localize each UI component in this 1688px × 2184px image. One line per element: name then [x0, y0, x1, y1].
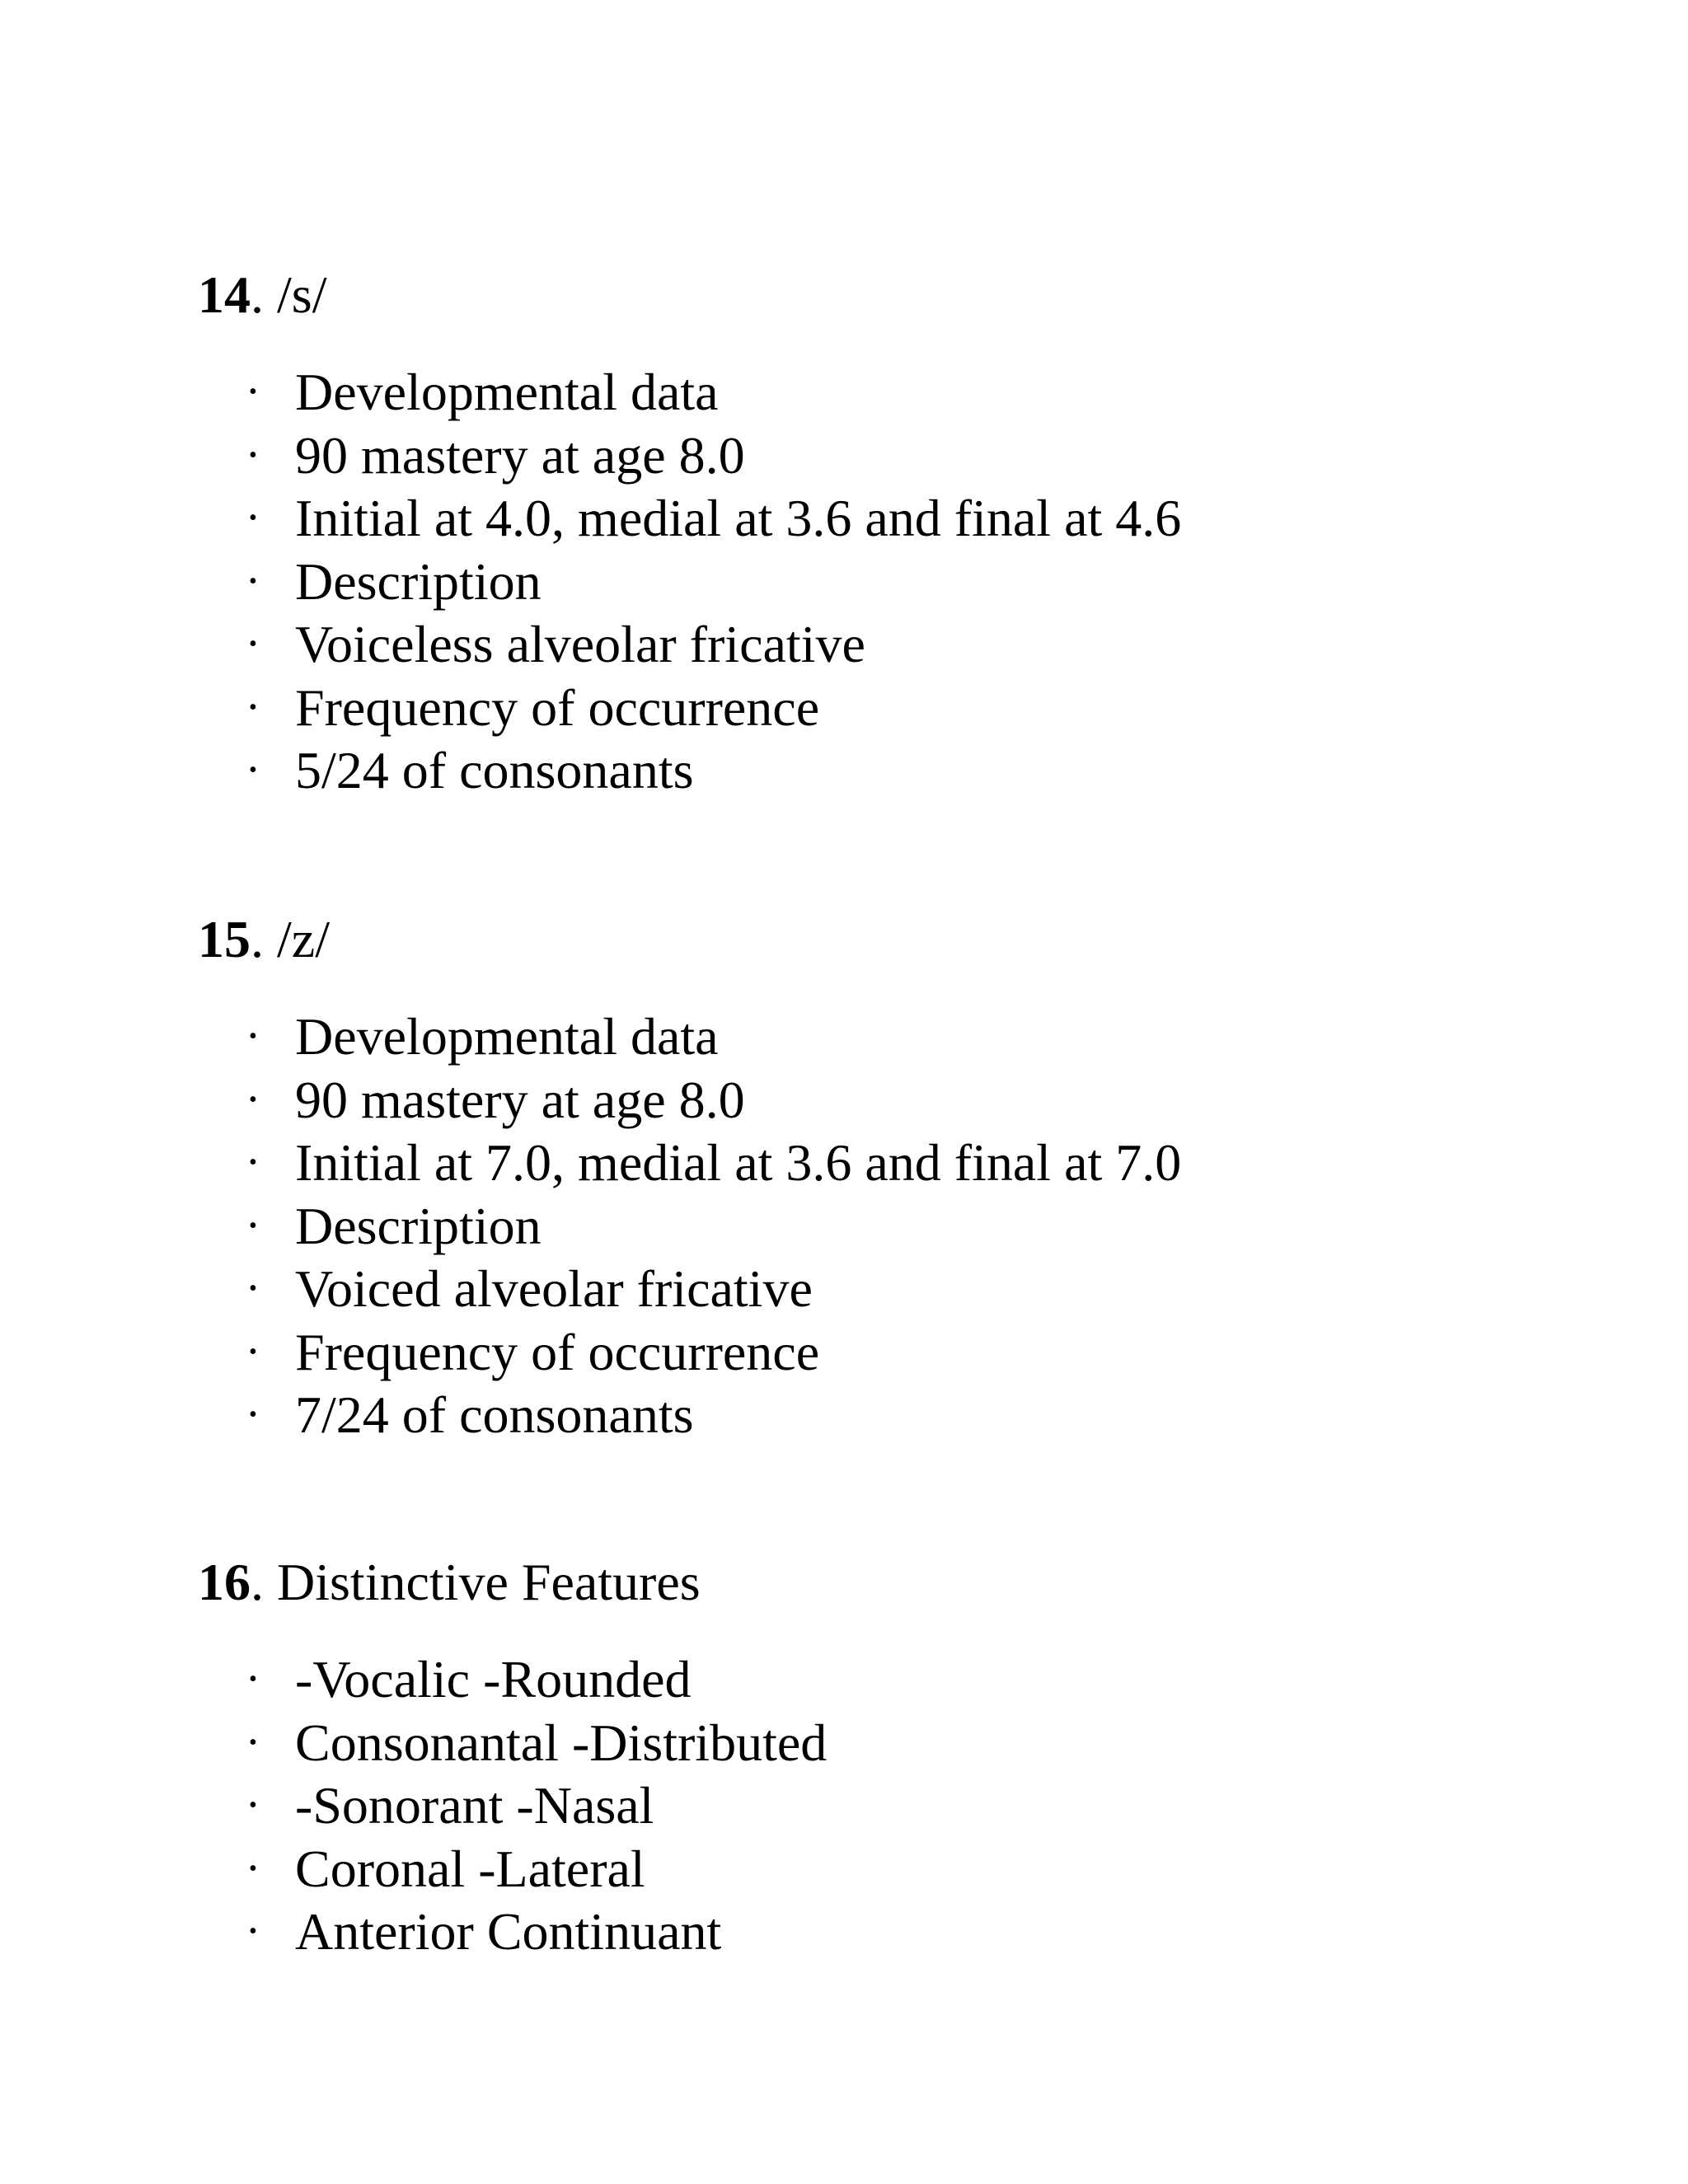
- bullet-icon: •: [249, 694, 257, 720]
- bullet-icon: •: [249, 1338, 257, 1365]
- list-item: [198, 424, 1599, 488]
- list-item: [198, 1321, 1599, 1385]
- list-item-text: Initial at 7.0, medial at 3.6 and final at 7.0: [295, 1133, 1182, 1192]
- bullet-icon: •: [249, 1793, 257, 1818]
- list-item-text: Voiceless alveolar fricative: [295, 615, 865, 673]
- section-number: 14: [198, 265, 251, 324]
- list-item-text: 5/24 of consonants: [295, 741, 694, 799]
- section-distinctive-features: [198, 1549, 1599, 1964]
- list-item: [198, 1900, 1599, 1964]
- bullet-list: [198, 1648, 1599, 1964]
- list-item: [198, 1069, 1599, 1132]
- list-item: [198, 1005, 1599, 1069]
- list-item: [198, 1712, 1599, 1775]
- bullet-icon: •: [249, 505, 257, 531]
- list-item-text: Frequency of occurrence: [295, 1322, 820, 1381]
- list-item: [198, 739, 1599, 803]
- section-heading: [198, 262, 1599, 328]
- list-item: [198, 677, 1599, 740]
- bullet-list: [198, 361, 1599, 803]
- section-z: [198, 907, 1599, 1447]
- list-item: [198, 1258, 1599, 1321]
- bullet-icon: •: [249, 1402, 257, 1427]
- list-item-text: -Sonorant -Nasal: [295, 1776, 654, 1835]
- bullet-icon: •: [249, 757, 257, 783]
- list-item-text: Frequency of occurrence: [295, 677, 820, 737]
- bullet-icon: •: [249, 1024, 257, 1049]
- list-item-text: Initial at 4.0, medial at 3.6 and final at 4.6: [295, 489, 1182, 547]
- bullet-icon: •: [249, 1276, 257, 1301]
- bullet-icon: •: [249, 379, 257, 405]
- list-item-text: Anterior Continuant: [295, 1902, 722, 1961]
- list-item: [198, 1132, 1599, 1195]
- list-item: [198, 1195, 1599, 1258]
- section-number: 16: [198, 1553, 251, 1611]
- bullet-icon: •: [249, 1919, 257, 1944]
- section-title: . /z/: [251, 910, 330, 968]
- list-item: [198, 487, 1599, 551]
- list-item-text: -Vocalic -Rounded: [295, 1650, 692, 1708]
- list-item-text: Description: [295, 551, 542, 611]
- bullet-icon: •: [249, 1729, 257, 1755]
- list-item: [198, 1774, 1599, 1838]
- list-item: [198, 551, 1599, 614]
- section-heading: [198, 1549, 1599, 1615]
- list-item: [198, 1384, 1599, 1447]
- list-item-text: Description: [295, 1196, 542, 1255]
- section-heading: [198, 907, 1599, 972]
- bullet-icon: •: [249, 1212, 257, 1239]
- list-item: [198, 613, 1599, 677]
- bullet-icon: •: [249, 568, 257, 594]
- bullet-icon: •: [249, 442, 257, 468]
- list-item-text: 7/24 of consonants: [295, 1385, 694, 1444]
- list-item-text: Voiced alveolar fricative: [295, 1259, 813, 1318]
- list-item-text: 90 mastery at age 8.0: [295, 425, 745, 485]
- section-title: . /s/: [251, 265, 327, 324]
- list-item: [198, 1648, 1599, 1712]
- list-item-text: Developmental data: [295, 363, 719, 421]
- section-title: . Distinctive Features: [251, 1553, 701, 1611]
- bullet-icon: •: [249, 1666, 257, 1692]
- list-item: [198, 361, 1599, 424]
- list-item-text: 90 mastery at age 8.0: [295, 1070, 745, 1129]
- list-item-text: Coronal -Lateral: [295, 1839, 645, 1898]
- section-s: [198, 262, 1599, 803]
- bullet-icon: •: [249, 631, 257, 657]
- bullet-icon: •: [249, 1086, 257, 1113]
- bullet-icon: •: [249, 1855, 257, 1882]
- list-item: [198, 1838, 1599, 1901]
- list-item-text: Consonantal -Distributed: [295, 1713, 828, 1772]
- section-number: 15: [198, 910, 251, 968]
- list-item-text: Developmental data: [295, 1007, 719, 1066]
- bullet-icon: •: [249, 1150, 257, 1175]
- bullet-list: [198, 1005, 1599, 1447]
